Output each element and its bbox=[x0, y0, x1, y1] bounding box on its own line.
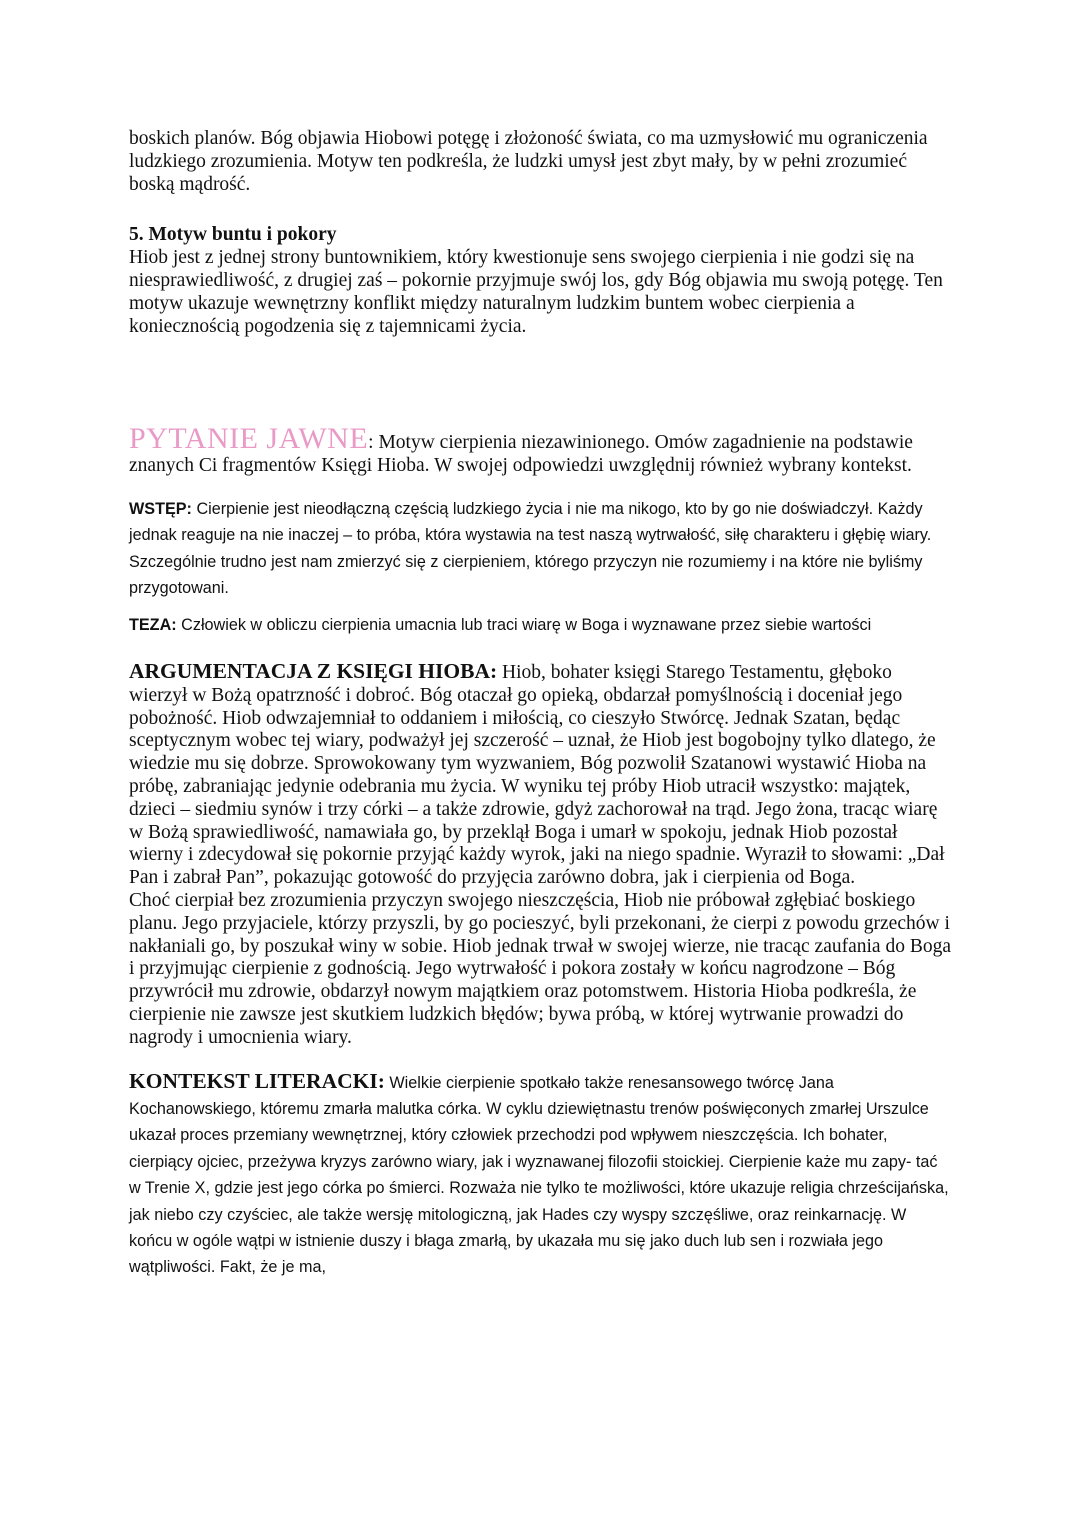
document-page bbox=[129, 128, 951, 1281]
question-text: : Motyw cierpienia niezawinionego. Omów zagadnienie na podstawie znanych Ci fragmentów Księgi Hioba. W swojej odpowiedzi uwzględnij również wybrany kontekst. bbox=[129, 432, 913, 477]
argumentacja-section bbox=[129, 660, 951, 1050]
question-label: PYTANIE JAWNE bbox=[129, 422, 369, 456]
kontekst-paragraph bbox=[129, 1068, 951, 1281]
wstep-label: WSTĘP: bbox=[129, 499, 192, 518]
kontekst-label: KONTEKST LITERACKI: bbox=[129, 1068, 385, 1093]
intro-paragraph: boskich planów. Bóg objawia Hiobowi potęgę i złożoność świata, co ma uzmysłowić mu ograniczenia ludzkiego zrozumienia. Motyw ten podkreśla, że ludzki umysł jest zbyt mały, by w pełni zrozumieć boską mądrość. bbox=[129, 128, 928, 195]
argumentacja-label: ARGUMENTACJA Z KSIĘGI HIOBA: bbox=[129, 659, 498, 683]
question-paragraph bbox=[129, 422, 951, 478]
argumentacja-text-1: Hiob, bohater księgi Starego Testamentu, głęboko wierzył w Bożą opatrzność i dobroć. Bóg otaczał go opieką, obdarzał pomyślnością i doceniał jego pobożność. Hiob odwzajemniał to oddaniem i miłością, co cieszyło Stwórcę. Jednak Szatan, będąc sceptycznym wobec tej wiary, podważył jej szczerość – uznał, że Hiob jest bogobojny tylko dlatego, że wiedzie mu się dobrze. Sprowokowany tym wyzwaniem, Bóg pozwolił Szatanowi wystawić Hioba na próbę, zabraniając jedynie odebrania mu życia. W wyniku tej próby Hiob utracił wszystko: majątek, dzieci – siedmiu synów i trzy córki – a także zdrowie, gdyż zachorował na trąd. Jego żona, tracąc wiarę w Bożą sprawiedliwość, namawiała go, by przeklął Boga i umarł w spokoju, jednak Hiob pozostał wierny i zdecydował się pokornie przyjąć każdy wyrok, jaki na niego spadnie. Wyraził to słowami: „Dał Pan i zabrał Pan”, pokazując gotowość do przyjęcia zarówno dobra, jak i cierpienia od Boga. bbox=[129, 662, 945, 889]
wstep-text: Cierpienie jest nieodłączną częścią ludzkiego życia i nie ma nikogo, kto by go nie doświadczył. Każdy jednak reaguje na nie inaczej – to próba, która wystawia na test naszą wytrwałość, siłę charakteru i głębię wiary. Szczególnie trudno jest nam zmierzyć się z cierpieniem, którego przyczyn nie rozumiemy i na które nie byliśmy przygotowani. bbox=[129, 499, 932, 598]
kontekst-text: Wielkie cierpienie spotkało także renesansowego twórcę Jana Kochanowskiego, któremu zmarła malutka córka. W cyklu dziewiętnastu trenów poświęconych zmarłej Urszulce ukazał proces przemiany wewnętrznej, który człowiek przechodzi pod wpływem nieszczęścia. Ich bohater, cierpiący ojciec, przeżywa kryzys zarówno wiary, jak i wyznawanej filozofii stoickiej. Cierpienie każe mu zapy- tać w Trenie X, gdzie jest jego córka po śmierci. Rozważa nie tylko te możliwości, które ukazuje religia chrześcijańska, jak niebo czy czyściec, ale także wersję mitologiczną, jak Hades czy wyspy szczęśliwe, oraz reinkarnację. W końcu w ogóle wątpi w istnienie duszy i błaga zmarłą, by ukazała mu się jako duch lub sen i rozwiała jego wątpliwości. Fakt, że je ma, bbox=[129, 1073, 949, 1277]
motif-section bbox=[129, 224, 951, 338]
teza-paragraph bbox=[129, 612, 951, 638]
motif-text: Hiob jest z jednej strony buntownikiem, który kwestionuje sens swojego cierpienia i nie godzi się na niesprawiedliwość, z drugiej zaś – pokornie przyjmuje swój los, gdy Bóg objawia mu swoją potęgę. Ten motyw ukazuje wewnętrzny konflikt między naturalnym ludzkim buntem wobec cierpienia a koniecznością pogodzenia się z tajemnicami życia. bbox=[129, 247, 943, 337]
motif-heading: 5. Motyw buntu i pokory bbox=[129, 224, 337, 246]
teza-label: TEZA: bbox=[129, 615, 177, 634]
argumentacja-paragraph-2: Choć cierpiał bez zrozumienia przyczyn swojego nieszczęścia, Hiob nie próbował zgłębiać boskiego planu. Jego przyjaciele, którzy przyszli, by go pocieszyć, byli przekonani, że cierpi z powodu grzechów i nakłaniali go, by poszukał winy w sobie. Hiob jednak trwał w swojej wierze, nie tracąc zaufania do Boga i przyjmując cierpienie z godnością. Jego wytrwałość i pokora zostały w końcu nagrodzone – Bóg przywrócił mu zdrowie, obdarzył nowym majątkiem oraz potomstwem. Historia Hioba podkreśla, że cierpienie nie zawsze jest skutkiem ludzkich błędów; bywa próbą, w której wytrwanie prowadzi do nagrody i umocnienia wiary. bbox=[129, 889, 951, 1048]
wstep-paragraph bbox=[129, 496, 951, 602]
argumentacja-paragraph-1 bbox=[129, 660, 951, 890]
teza-text: Człowiek w obliczu cierpienia umacnia lub traci wiarę w Boga i wyznawane przez siebie wartości bbox=[176, 615, 872, 634]
